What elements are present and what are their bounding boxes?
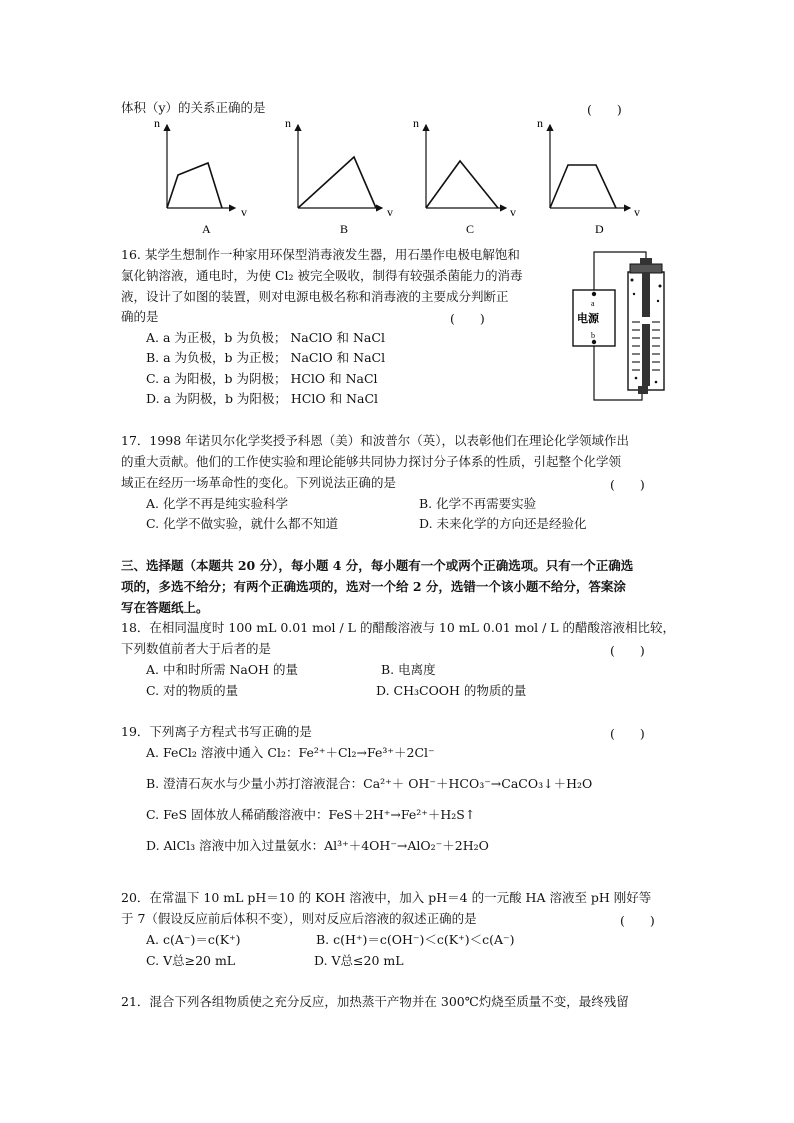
- q18-option-a: A. 中和时所需 NaOH 的量: [146, 662, 298, 677]
- q19-option-a: A. FeCl₂ 溶液中通入 Cl₂：Fe²⁺＋Cl₂→Fe³⁺＋2Cl⁻: [146, 745, 435, 760]
- graph-a-xlabel: v: [241, 205, 247, 219]
- q19-stem: 19．下列离子方程式书写正确的是: [121, 724, 312, 739]
- graph-c-ylabel: n: [413, 116, 419, 130]
- pole-a-label: a: [591, 299, 595, 308]
- q15-answer-paren: ( ): [587, 102, 622, 117]
- section3-line-2: 项的，多选不给分；有两个正确选项的，选对一个给 2 分，选错一个该小题不给分，答案涂: [121, 579, 626, 594]
- section3-line-1: 三、选择题（本题共 20 分），每小题 4 分，每小题有一个或两个正确选项。只有一个正确选: [121, 558, 634, 573]
- q17-line-3: 域正在经历一场革命性的变化。下列说法正确的是: [121, 475, 397, 490]
- q15-stem-tail: 体积（y）的关系正确的是: [121, 100, 266, 115]
- q19-option-d: D. AlCl₃ 溶液中加入过量氨水：Al³⁺＋4OH⁻→AlO₂⁻＋2H₂O: [146, 838, 489, 853]
- graph-b-ylabel: n: [285, 116, 291, 130]
- q18-option-b: B. 电离度: [381, 662, 436, 677]
- q20-line-1: 20．在常温下 10 mL pH＝10 的 KOH 溶液中，加入 pH＝4 的一元酸 HA 溶液至 pH 刚好等: [121, 890, 652, 905]
- graph-c-label: C: [466, 222, 475, 236]
- power-label: 电源: [577, 313, 599, 325]
- q16-option-a: A. a 为正极，b 为负极； NaClO 和 NaCl: [146, 330, 385, 345]
- q17-option-b: B. 化学不再需要实验: [419, 496, 537, 511]
- graph-a-ylabel: n: [154, 116, 160, 130]
- q17-option-c: C. 化学不做实验，就什么都不知道: [146, 516, 339, 531]
- q20-option-b: B. c(H⁺)＝c(OH⁻)＜c(K⁺)＜c(A⁻): [316, 932, 515, 947]
- q21-line-1: 21．混合下列各组物质使之充分反应，加热蒸干产物并在 300℃灼烧至质量不变，最终残留: [121, 994, 629, 1009]
- graph-d-xlabel: v: [634, 205, 640, 219]
- q18-answer-paren: ( ): [610, 643, 645, 658]
- q18-line-1: 18．在相同温度时 100 mL 0.01 mol / L 的醋酸溶液与 10 mL 0.01 mol / L 的醋酸溶液相比较，: [121, 620, 676, 635]
- q19-answer-paren: ( ): [610, 726, 645, 741]
- graph-b-xlabel: v: [387, 205, 393, 219]
- q16-option-c: C. a 为阳极，b 为阴极； HClO 和 NaCl: [146, 371, 378, 386]
- section3-line-3: 写在答题纸上。: [121, 600, 209, 615]
- graph-b-label: B: [340, 222, 349, 236]
- q16-answer-paren: ( ): [450, 311, 485, 326]
- q17-option-d: D. 未来化学的方向还是经验化: [419, 516, 587, 531]
- q16-line-1: 16. 某学生想制作一种家用环保型消毒液发生器，用石墨作电极电解饱和: [121, 247, 520, 262]
- graph-d-label: D: [595, 222, 604, 236]
- q16-line-4: 确的是: [121, 309, 159, 324]
- q16-line-2: 氯化钠溶液，通电时，为使 Cl₂ 被完全吸收，制得有较强杀菌能力的消毒: [121, 268, 523, 283]
- pole-b-label: b: [591, 331, 595, 340]
- graph-a: [154, 116, 247, 236]
- q20-answer-paren: ( ): [620, 913, 655, 928]
- q18-option-c: C. 对的物质的量: [146, 683, 239, 698]
- q19-option-b: B. 澄清石灰水与少量小苏打溶液混合：Ca²⁺＋ OH⁻＋HCO₃⁻→CaCO₃↓＋H₂O: [146, 776, 593, 791]
- q20-option-c: C. V总≥20 mL: [146, 953, 236, 968]
- q17-line-1: 17．1998 年诺贝尔化学奖授予科恩（美）和波普尔（英），以表彰他们在理论化学领域作出: [121, 433, 629, 448]
- q18-option-d: D. CH₃COOH 的物质的量: [376, 683, 527, 698]
- graph-a-label: A: [202, 222, 211, 236]
- q20-option-d: D. V总≤20 mL: [314, 953, 404, 968]
- q17-option-a: A. 化学不再是纯实验科学: [146, 496, 288, 511]
- graph-d: [537, 116, 640, 236]
- q17-answer-paren: ( ): [610, 477, 645, 492]
- q16-option-d: D. a 为阴极，b 为阳极； HClO 和 NaCl: [146, 391, 379, 406]
- graph-d-ylabel: n: [537, 116, 543, 130]
- q16-option-b: B. a 为负极，b 为正极； NaClO 和 NaCl: [146, 350, 386, 365]
- q18-line-2: 下列数值前者大于后者的是: [121, 641, 272, 656]
- graph-c: [413, 116, 516, 236]
- q15-graphs: [140, 115, 650, 240]
- graph-b: [285, 116, 393, 236]
- q16-apparatus: [568, 246, 673, 406]
- graph-c-xlabel: v: [510, 205, 516, 219]
- q19-option-c: C. FeS 固体放人稀硝酸溶液中：FeS＋2H⁺→Fe²⁺＋H₂S↑: [146, 807, 476, 822]
- q16-line-3: 液，设计了如图的装置，则对电源电极名称和消毒液的主要成分判断正: [121, 289, 509, 304]
- q20-line-2: 于 7（假设反应前后体积不变），则对反应后溶液的叙述正确的是: [121, 911, 477, 926]
- q20-option-a: A. c(A⁻)＝c(K⁺): [146, 932, 241, 947]
- q17-line-2: 的重大贡献。他们的工作使实验和理论能够共同协力探讨分子体系的性质，引起整个化学领: [121, 454, 622, 469]
